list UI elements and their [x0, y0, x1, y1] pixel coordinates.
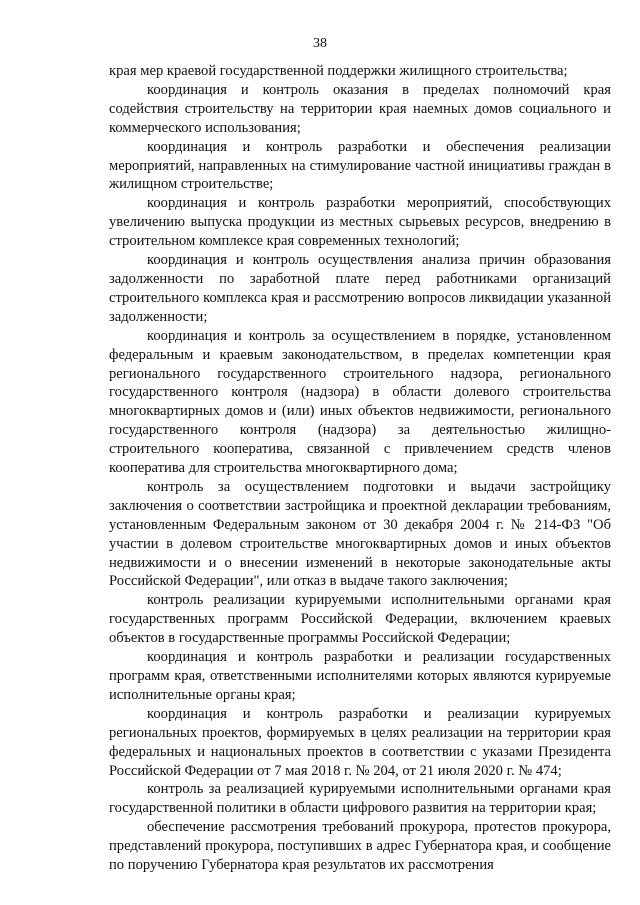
paragraph: координация и контроль разработки мероприятий, способствующих увеличению выпуска продукции из местных сырьевых ресурсов, внедрению в строительном комплексе края современных технологий; — [109, 195, 611, 250]
paragraph: координация и контроль оказания в пределах полномочий края содействия строительству на территории края наемных домов социального и коммерческого использования; — [109, 81, 611, 136]
paragraph: координация и контроль осуществления анализа причин образования задолженности по заработной плате перед работниками организаций строительного комплекса края и рассмотрению вопросов ликвидации указанной задолженности; — [109, 252, 611, 325]
document-body — [109, 62, 611, 875]
page-number: 38 — [313, 36, 327, 51]
paragraph: координация и контроль за осуществлением в порядке, установленном федеральным и краевым законодательством, в пределах компетенции края регионального государственного строительного надзора, регионального государственного контроля (надзора) в области долевого строительства многоквартирных домов и (или) иных объектов недвижимости, регионального государственного контроля (надзора) за деятельностью жилищно-строительного кооператива, связанной с привлечением средств членов кооператива для строительства многоквартирного дома; — [109, 327, 611, 477]
paragraph: контроль реализации курируемыми исполнительными органами края государственных программ Российской Федерации, включением краевых объектов в государственные программы Российской Федерации; — [109, 592, 611, 647]
paragraph: контроль за реализацией курируемыми исполнительными органами края государственной политики в области цифрового развития на территории края; — [109, 781, 611, 817]
paragraph: контроль за осуществлением подготовки и выдачи застройщику заключения о соответствии застройщика и проектной декларации требованиям, установленным Федеральным законом от 30 декабря 2004 г. № 214-ФЗ "Об участии в долевом строительстве многоквартирных домов и иных объектов недвижимости и о внесении изменений в некоторые законодательные акты Российской Федерации", или отказ в выдаче такого заключения; — [109, 478, 611, 590]
paragraph: координация и контроль разработки и реализации государственных программ края, ответственными исполнителями которых являются курируемые исполнительные органы края; — [109, 649, 611, 703]
paragraph: края мер краевой государственной поддержки жилищного строительства; — [109, 63, 568, 79]
paragraph: координация и контроль разработки и обеспечения реализации мероприятий, направленных на стимулирование частной инициативы граждан в жилищном строительстве; — [109, 138, 611, 193]
paragraph: координация и контроль разработки и реализации курируемых региональных проектов, формируемых в целях реализации на территории края федеральных и национальных проектов в соответствии с указами Президента Российской Федерации от 7 мая 2018 г. № 204, от 21 июля 2020 г. № 474; — [109, 705, 611, 779]
paragraph: обеспечение рассмотрения требований прокурора, протестов прокурора, представлений прокурора, поступивших в адрес Губернатора края, и сообщение по поручению Губернатора края результатов их рассмотрения — [109, 819, 611, 874]
